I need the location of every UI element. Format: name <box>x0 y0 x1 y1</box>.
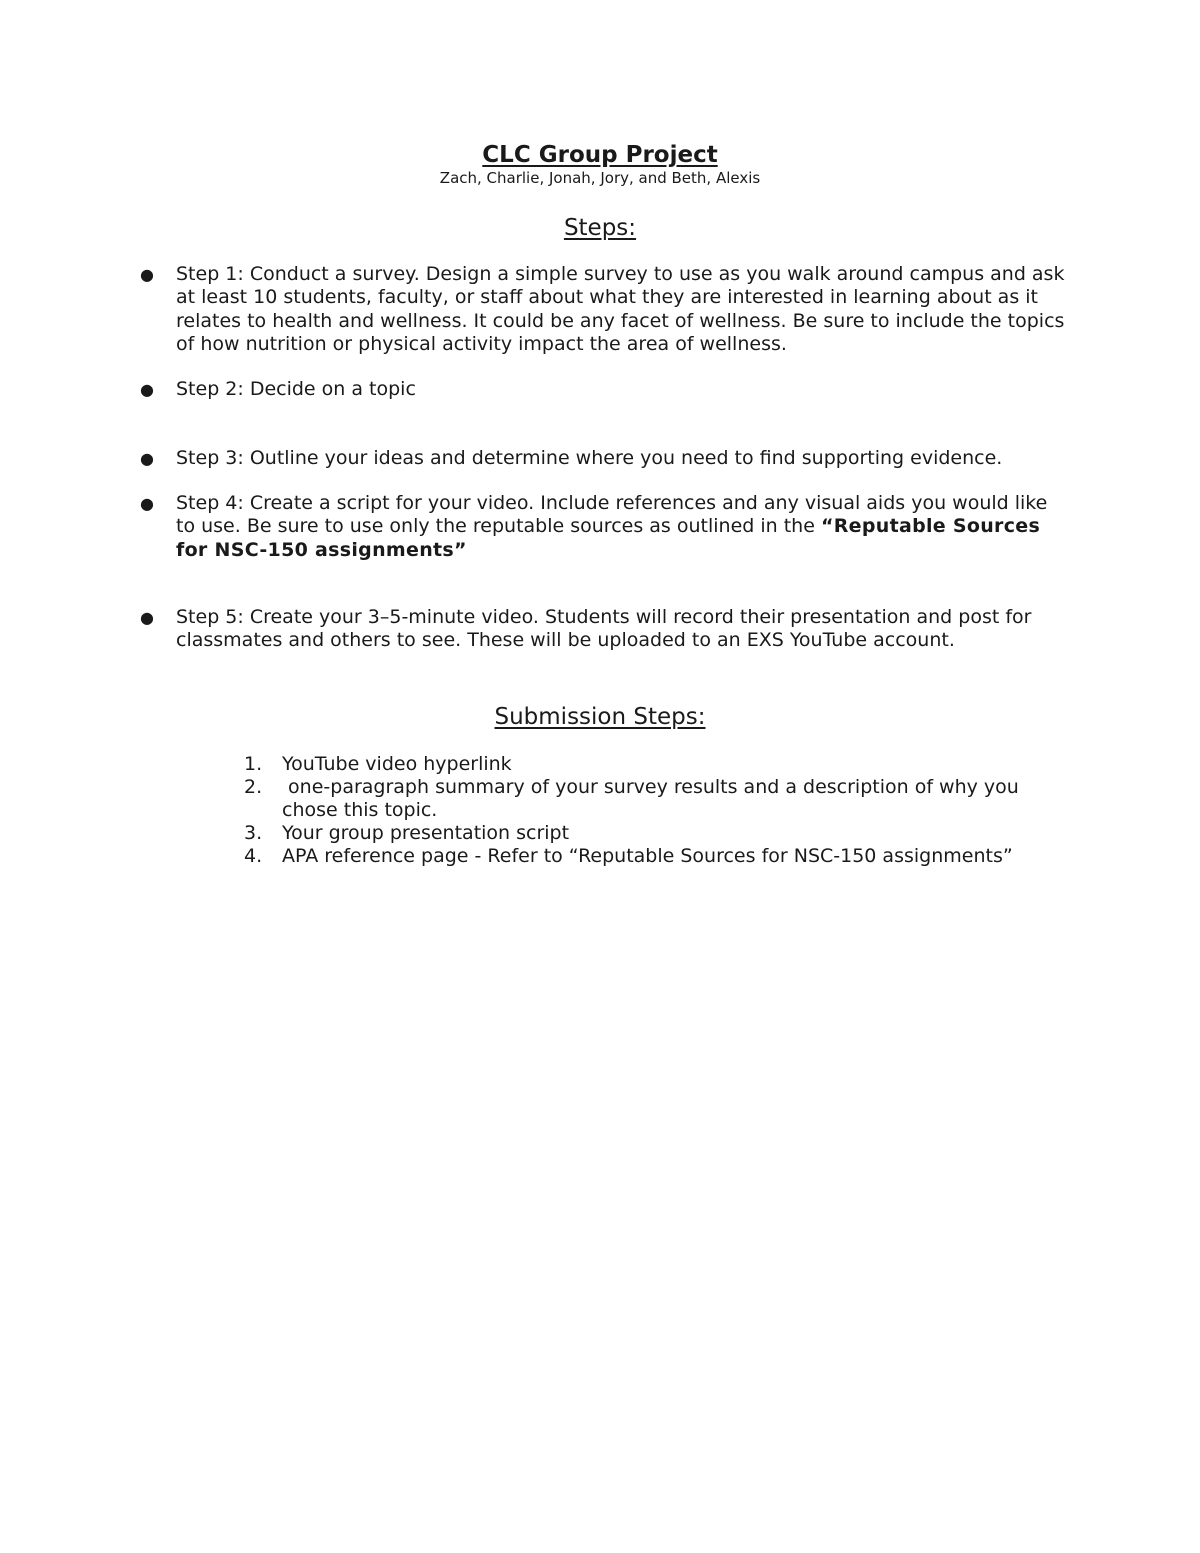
bullet-icon: ● <box>140 494 154 513</box>
submission-number: 1. <box>244 753 263 775</box>
step-text: Step 3: Outline your ideas and determine where you need to find supporting evidence. <box>176 447 1003 469</box>
submission-number: 2. <box>244 776 263 798</box>
submission-heading: Submission Steps: <box>494 704 706 730</box>
bullet-icon: ● <box>140 380 154 399</box>
document-title: CLC Group Project <box>482 142 718 168</box>
step-text: Step 5: Create your 3–5-minute video. Students will record their presentation and post for classmates and others to see. These will be uploaded to an EXS YouTube account. <box>176 606 1032 652</box>
submission-text: Your group presentation script <box>282 822 570 844</box>
reputable-sources-reference: “Reputable Sources for NSC-150 assignments” <box>176 515 1041 561</box>
document-authors: Zach, Charlie, Jonah, Jory, and Beth, Alexis <box>439 169 761 187</box>
bullet-icon: ● <box>140 608 154 627</box>
step-text: Step 4: Create a script for your video. Include references and any visual aids you would like to use. Be sure to use only the reputable sources as outlined in the <box>176 492 1048 538</box>
step-text-container <box>176 492 1070 562</box>
steps-heading: Steps: <box>563 215 637 241</box>
submission-number: 4. <box>244 845 263 867</box>
step-text: Step 2: Decide on a topic <box>176 378 416 400</box>
bullet-icon: ● <box>140 449 154 468</box>
submission-number: 3. <box>244 822 263 844</box>
submission-text: YouTube video hyperlink <box>282 753 512 775</box>
step-text: Step 1: Conduct a survey. Design a simple survey to use as you walk around campus and ask at least 10 students, faculty, or staff about what they are interested in learning about as it relates to health and wellness. It could be any facet of wellness. Be sure to include the topics of how nutrition or physical activity impact the area of wellness. <box>176 263 1065 355</box>
bullet-icon: ● <box>140 265 154 284</box>
submission-text: APA reference page - Refer to “Reputable Sources for NSC-150 assignments” <box>282 845 1013 867</box>
submission-text: one-paragraph summary of your survey results and a description of why you chose this topic. <box>282 776 1025 821</box>
